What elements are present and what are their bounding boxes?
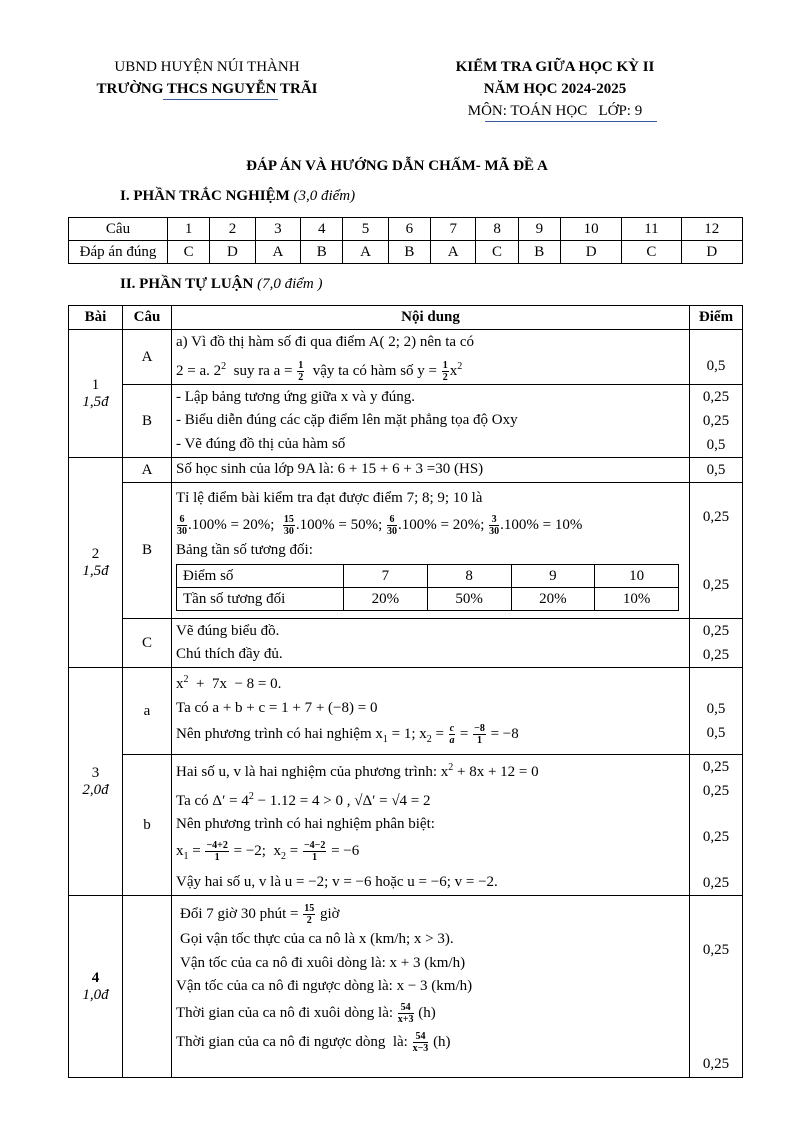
formula-text: = −8 [486,726,519,742]
frequency-table [176,564,679,611]
cau-label: A [123,458,172,483]
answer-cell: D [210,241,255,264]
table-cell: Điểm số [177,565,344,588]
content-line: Tỉ lệ điểm bài kiểm tra đạt được điểm 7; 8; 9; 10 là [176,490,483,506]
answer-cell: B [518,241,560,264]
formula-text: + 7x − 8 = 0. [188,676,282,692]
content-cell [172,668,690,755]
exponent: 2 [248,790,254,802]
formula-text: giờ [316,906,340,922]
table-row [69,755,743,896]
content-line: a) Vì đồ thị hàm số đi qua điểm A( 2; 2) nên ta có [176,334,475,350]
content-line: Gọi vận tốc thực của ca nô là x (km/h; x > 3). [180,931,454,947]
points-value: 0,25 [702,508,730,525]
bai-points: 1,5đ [82,562,109,579]
content-line: Nên phương trình có hai nghiệm $x_1 = 1$; $x_2$ = $\frac{c}{a}$ = $\frac{-8}{1}$ = −8 [176,723,519,747]
question-label: Câu [69,218,168,241]
formula-text: = [285,842,302,859]
formula-text: = −6 [327,842,360,859]
subscript: 2 [280,850,286,862]
formula-text: = [431,726,448,742]
points-cell [690,483,743,619]
content-cell [172,619,690,668]
subscript: 1 [382,734,388,745]
content-line [172,1027,689,1057]
subscript: 1 [183,850,189,862]
content-line: Nên phương trình có hai nghiệm phân biệt: [176,816,435,832]
content-line: - Vẽ đúng đồ thị của hàm số [176,435,346,452]
content-line: Vận tốc của ca nô đi ngược dòng là: x − 3 (km/h) [176,978,473,994]
formula-text: suy ra a = [226,362,297,379]
table-row [177,588,679,611]
points-value: 0,5 [706,358,726,374]
table-cell: 8 [427,565,511,588]
bai-number: 2 [91,545,100,562]
content-cell [172,896,690,1078]
points-value: 0,25 [702,413,730,429]
formula-text: = −2; x [229,842,281,859]
answer-cell: B [388,241,430,264]
content-line: - Biểu diễn đúng các cặp điểm lên mặt phẳng tọa độ Oxy [176,412,518,429]
question-cell: 7 [431,218,476,241]
cau-empty [123,896,172,1078]
fraction: $\frac{1}{2}$ [298,359,304,383]
points-value: 0,25 [702,576,730,593]
formula-text: + 8x + 12 = 0 [453,764,539,780]
exam-header [410,56,700,122]
formula-text: 2 = a. 2 [176,362,222,379]
formula-text: Thời gian của ca nô đi xuôi dòng là: [176,1004,397,1021]
question-cell: 8 [476,218,518,241]
exponent: 2 [448,762,454,773]
points-value: 0,25 [702,942,730,958]
formula-text: .100% = 20%; [188,516,282,533]
content-cell [172,483,690,619]
cau-label: a [123,668,172,755]
points-value: 0,25 [702,647,730,663]
part2-heading [120,276,323,293]
bai-number: 4 [91,969,100,986]
points-value: 0,5 [706,701,726,717]
fraction: $\frac{54}{x+3}$ [397,1001,414,1025]
fraction: $\frac{15}{2}$ [304,903,315,927]
formula-text: x [449,362,458,379]
col-noidung: Nội dung [172,306,690,330]
school-header [62,56,352,100]
question-cell: 12 [681,218,742,241]
question-cell: 2 [210,218,255,241]
answer-cell: A [255,241,300,264]
content-cell [172,458,690,483]
essay-header-row [69,306,743,330]
formula-text: = 1; x [387,726,427,742]
question-cell: 10 [560,218,621,241]
question-cell: 6 [388,218,430,241]
formula-text: Hai số u, v là hai nghiệm của phương trình: x [176,764,449,780]
fraction: $\frac{15}{30}$ [283,513,294,537]
content-line: Ta có a + b + c = 1 + 7 + (−8) = 0 [176,699,378,716]
school-year: NĂM HỌC 2024-2025 [483,81,627,97]
table-row [69,458,743,483]
exponent: 2 [221,360,227,372]
fraction: $\frac{-8}{1}$ [474,723,485,747]
cau-label: B [123,385,172,458]
fraction: $\frac{1}{2}$ [442,359,448,383]
content-line: Vậy hai số u, v là u = −2; v = −6 hoặc u = −6; v = −2. [176,873,498,890]
table-cell: 50% [427,588,511,611]
bai-1 [69,330,123,458]
points-cell [690,896,743,1078]
formula-text: .100% = 50%; [295,516,386,533]
part1-points: (3,0 điểm) [293,188,356,204]
question-cell: 4 [301,218,343,241]
content-line: Số học sinh của lớp 9A là: 6 + 15 + 6 + 3 =30 (HS) [176,461,484,478]
school-name: TRƯỜNG THCS NGUYỄN TRÃI [96,81,318,97]
table-row [69,896,743,1078]
part2-points: (7,0 điểm ) [257,276,323,292]
content-line: Vẽ đúng biểu đồ. [176,622,280,639]
school-underline [163,99,278,100]
formula-text: = [188,842,205,859]
essay-table [68,305,743,1078]
points-value: 0,25 [702,875,730,891]
answer-cell: A [431,241,476,264]
table-row [177,565,679,588]
formula-text: .100% = 10% [500,516,583,533]
doc-title: ĐÁP ÁN VÀ HƯỚNG DẪN CHẤM- MÃ ĐỀ A [246,158,548,174]
content-line [172,999,689,1027]
table-row [69,483,743,619]
answer-cell: C [622,241,681,264]
points-value: 0,5 [706,462,726,478]
part1-title: I. PHẦN TRẮC NGHIỆM [120,188,290,204]
answer-cell: D [560,241,621,264]
content-cell [172,330,690,385]
table-row [69,668,743,755]
points-value: 0,5 [706,437,726,453]
content-line [172,785,689,814]
exponent: 2 [183,674,189,685]
content-line [172,900,689,928]
district-name: UBND HUYỆN NÚI THÀNH [114,59,300,75]
points-cell [690,458,743,483]
content-cell [172,755,690,896]
points-value: 0,25 [702,623,730,639]
col-bai: Bài [69,306,123,330]
points-value: 0,25 [702,759,730,775]
bai-points: 2,0đ [82,781,109,798]
question-cell: 3 [255,218,300,241]
formula-text: Nên phương trình có hai nghiệm x [176,726,383,742]
content-line [172,756,689,785]
question-cell: 1 [168,218,210,241]
table-cell: 9 [511,565,595,588]
table-row [69,385,743,458]
content-line [172,355,689,384]
cau-label: b [123,755,172,896]
answer-cell: B [301,241,343,264]
fraction: $\frac{3}{30}$ [489,513,500,537]
cau-label: A [123,330,172,385]
question-cell: 5 [343,218,388,241]
table-cell: Tần số tương đối [177,588,344,611]
part2-title: II. PHẦN TỰ LUẬN [120,276,254,292]
formula-text: Ta có Δ′ = 4 [176,792,249,809]
answer-row [69,241,743,264]
answer-label: Đáp án đúng [69,241,168,264]
formula-text: − 1.12 = 4 > 0 , √Δ′ = √4 = 2 [253,792,431,809]
fraction: $\frac{-4-2}{1}$ [303,839,326,863]
question-row [69,218,743,241]
table-row [69,330,743,385]
part1-heading [120,188,355,205]
bai-2 [69,458,123,668]
points-cell [690,330,743,385]
formula-text: Thời gian của ca nô đi ngược dòng là: [176,1033,412,1050]
answer-cell: D [681,241,742,264]
bai-4 [69,896,123,1078]
points-cell [690,755,743,896]
bai-points: 1,5đ [82,393,109,410]
col-cau: Câu [123,306,172,330]
points-cell [690,668,743,755]
fraction: $\frac{-4+2}{1}$ [206,839,228,863]
exam-title: KIỂM TRA GIỮA HỌC KỲ II [455,59,655,75]
points-cell [690,385,743,458]
table-cell: 10 [595,565,679,588]
fraction: $\frac{c}{a}$ [449,723,455,747]
answer-cell: C [168,241,210,264]
content-line: Chú thích đầy đủ. [176,646,283,662]
table-cell: 20% [511,588,595,611]
content-line [172,668,689,697]
points-cell [690,619,743,668]
bai-number: 3 [91,764,100,781]
points-value: 0,25 [702,829,730,845]
answer-key-table [68,217,743,264]
content-line [172,511,689,539]
exponent: 2 [457,360,463,372]
cau-label: C [123,619,172,668]
formula-text: vậy ta có hàm số y = [305,362,441,379]
col-diem: Điểm [690,306,743,330]
formula-text: Đổi 7 giờ 30 phút = [180,906,303,922]
content-line: Vận tốc của ca nô đi xuôi dòng là: x + 3 (km/h) [180,954,466,971]
fraction: $\frac{6}{30}$ [387,513,397,537]
formula-text: x [176,676,184,692]
formula-text: (h) [429,1033,451,1050]
table-cell: 20% [344,588,428,611]
points-value: 0,25 [702,389,730,405]
answer-cell: A [343,241,388,264]
content-cell [172,385,690,458]
cau-label: B [123,483,172,619]
content-line: - Lập bảng tương ứng giữa x và y đúng. [176,388,415,405]
subject-grade: MÔN: TOÁN HỌC LỚP: 9 [467,103,643,119]
formula-text: x [176,842,184,859]
bai-points: 1,0đ [82,986,109,1003]
formula-text: (h) [414,1004,436,1021]
question-cell: 9 [518,218,560,241]
subscript: 2 [426,734,432,745]
bai-number: 1 [91,376,100,393]
bai-3 [69,668,123,896]
points-value: 0,5 [706,725,726,741]
subject-underline [485,121,657,122]
fraction: $\frac{6}{30}$ [177,513,187,537]
content-line: Bảng tần số tương đối: [176,541,313,558]
points-value: 0,25 [702,1056,730,1072]
question-cell: 11 [622,218,681,241]
points-value: 0,25 [702,783,730,799]
content-line [172,837,689,871]
formula-text: .100% = 20%; [398,516,489,533]
table-row [69,619,743,668]
fraction: $\frac{54}{x-3}$ [412,1030,429,1054]
answer-cell: C [476,241,518,264]
table-cell: 10% [595,588,679,611]
table-cell: 7 [344,565,428,588]
